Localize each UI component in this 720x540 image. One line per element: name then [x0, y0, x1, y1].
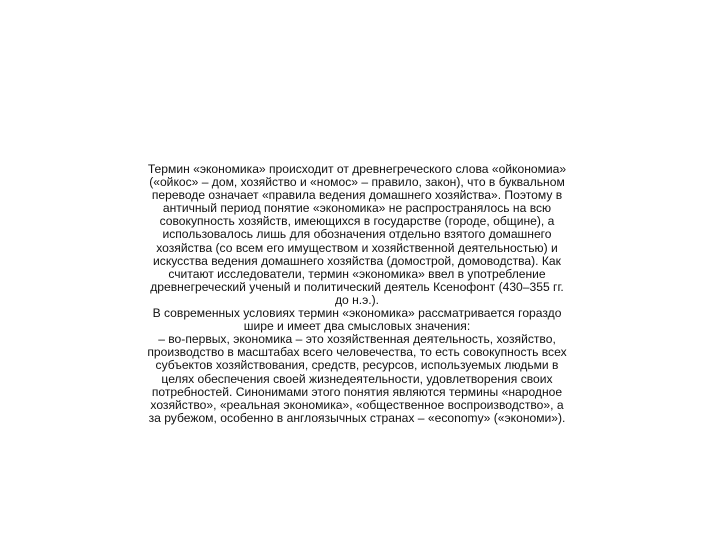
- text-line: – во-первых, экономика – это хозяйственная деятельность, хозяйство,: [158, 332, 556, 347]
- text-line: шире и имеет два смысловых значения:: [243, 319, 471, 334]
- body-text: [107, 163, 607, 425]
- text-line: субъектов хозяйствования, средств, ресурсов, используемых людьми в: [155, 358, 559, 373]
- text-line: совокупность хозяйств, имеющихся в государстве (городе, общине), а: [159, 214, 555, 229]
- paragraph-term-origin: [107, 163, 607, 307]
- text-line: целях обеспечения своей жизнедеятельности, удовлетворения своих: [161, 371, 553, 386]
- paragraph-modern-meaning: [107, 307, 607, 333]
- paragraph-first-meaning: [107, 333, 607, 425]
- text-line: использовалось лишь для обозначения отдельно взятого домашнего: [162, 227, 552, 242]
- text-line: переводе означает «правила ведения домашнего хозяйства». Поэтому в: [151, 188, 563, 203]
- text-line: древнегреческий ученый и политический деятель Ксенофонт (430–355 гг.: [150, 279, 564, 294]
- text-line: до н.э.).: [334, 292, 380, 307]
- text-line: искусства ведения домашнего хозяйства (домострой, домоводства). Как: [153, 253, 561, 268]
- text-line: потребностей. Синонимами этого понятия являются термины «народное: [151, 384, 563, 399]
- text-line: производство в масштабах всего человечества, то есть совокупность всех: [147, 345, 567, 360]
- text-line: считают исследователи, термин «экономика» ввел в употребление: [168, 266, 546, 281]
- text-line: В современных условиях термин «экономика» рассматривается гораздо: [152, 306, 562, 321]
- text-line: («ойкос» – дом, хозяйство и «номос» – правило, закон), что в буквальном: [149, 175, 565, 190]
- text-line: античный период понятие «экономика» не распространялось на всю: [162, 201, 552, 216]
- text-line: за рубежом, особенно в англоязычных странах – «economy» («экономи»).: [148, 410, 566, 425]
- text-line: хозяйства (со всем его имуществом и хозяйственной деятельностью) и: [156, 240, 558, 255]
- text-line: хозяйство», «реальная экономика», «общественное воспроизводство», а: [150, 397, 564, 412]
- text-line: Термин «экономика» происходит от древнегреческого слова «ойкономиа»: [147, 162, 567, 176]
